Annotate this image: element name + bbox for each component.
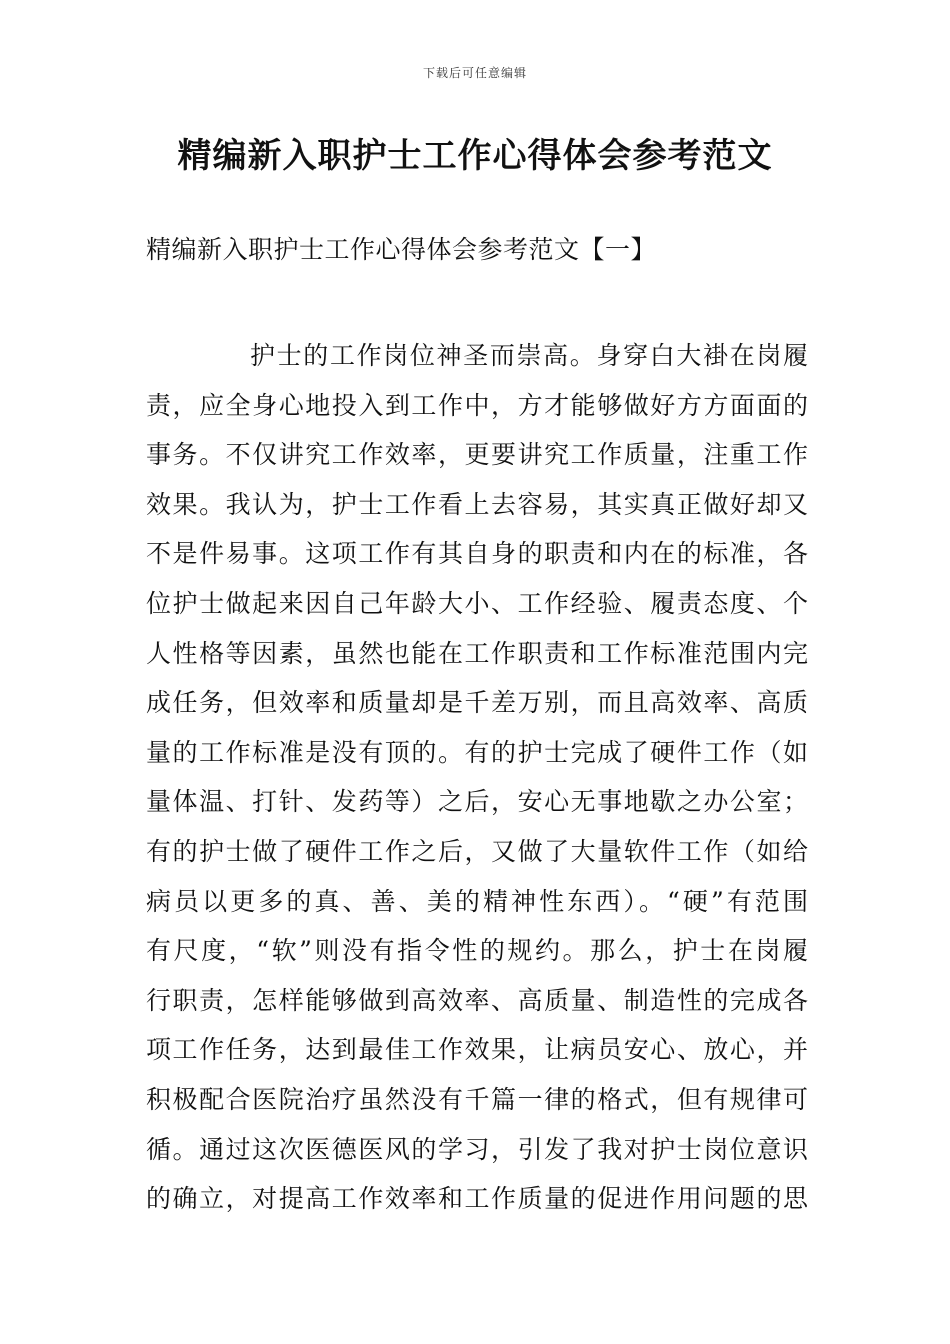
body-paragraph — [146, 331, 808, 1223]
header-note: 下载后可任意编辑 — [422, 66, 527, 80]
body-line: 有尺度，“软”则没有指令性的规约。那么，护士在岗履 — [146, 936, 808, 966]
body-line: 积极配合医院治疗虽然没有千篇一律的格式，但有规律可 — [146, 1084, 808, 1114]
body-line: 循。通过这次医德医风的学习，引发了我对护士岗位意识 — [146, 1134, 808, 1164]
body-line: 效果。我认为，护士工作看上去容易，其实真正做好却又 — [146, 489, 808, 519]
body-line: 事务。不仅讲究工作效率，更要讲究工作质量，注重工作 — [146, 440, 808, 470]
body-line: 病员以更多的真、善、美的精神性东西）。“硬”有范围 — [146, 886, 808, 916]
body-line: 位护士做起来因自己年龄大小、工作经验、履责态度、个 — [146, 588, 808, 618]
body-line: 责，应全身心地投入到工作中，方才能够做好方方面面的 — [146, 390, 808, 420]
body-line: 不是件易事。这项工作有其自身的职责和内在的标准，各 — [146, 539, 808, 569]
body-line: 的确立，对提高工作效率和工作质量的促进作用问题的思 — [146, 1184, 808, 1214]
body-line: 量的工作标准是没有顶的。有的护士完成了硬件工作（如 — [146, 737, 808, 767]
body-line: 项工作任务，达到最佳工作效果，让病员安心、放心，并 — [146, 1035, 808, 1065]
body-line: 量体温、打针、发药等）之后，安心无事地歇之办公室； — [146, 787, 808, 817]
body-line: 护士的工作岗位神圣而崇高。身穿白大褂在岗履 — [250, 341, 808, 370]
body-line: 行职责，怎样能够做到高效率、高质量、制造性的完成各 — [146, 985, 808, 1015]
body-line: 有的护士做了硬件工作之后，又做了大量软件工作（如给 — [146, 836, 808, 866]
document-title: 精编新入职护士工作心得体会参考范文 — [177, 136, 773, 176]
section-heading: 精编新入职护士工作心得体会参考范文【一】 — [146, 235, 657, 264]
body-line: 人性格等因素，虽然也能在工作职责和工作标准范围内完 — [146, 638, 808, 668]
body-line: 成任务，但效率和质量却是千差万别，而且高效率、高质 — [146, 688, 808, 718]
